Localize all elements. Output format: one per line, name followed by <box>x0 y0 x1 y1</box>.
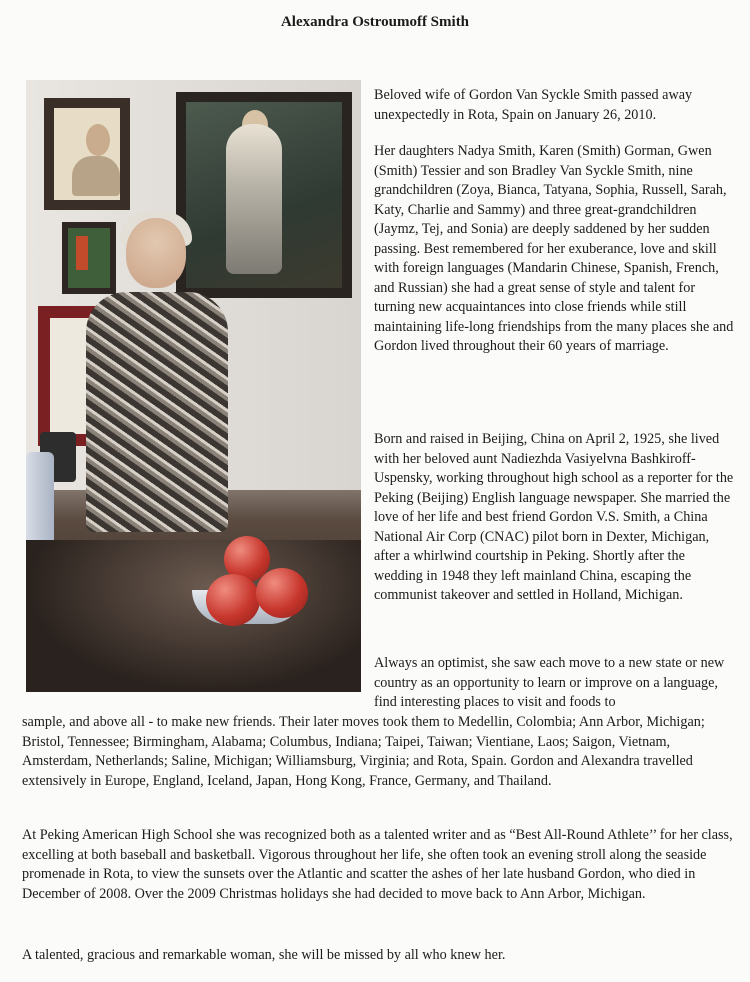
paragraph-4-continued: sample, and above all - to make new friends. Their later moves took them to Medellin, Colombia; Ann Arbor, Michigan; Bristol, Tennessee; Birmingham, Alabama; Columbus, Indiana; Taipei, Taiwan; Vientiane, Laos; Saigon, Vietnam, Amsterdam, Netherlands; Saline, Michigan; Williamsburg, Virginia; and Rota, Spain. Gordon and Alexandra travelled extensively in Europe, England, Iceland, Japan, Hong Kong, France, Germany, and Thailand. <box>22 714 705 789</box>
paragraph-2: Her daughters Nadya Smith, Karen (Smith) Gorman, Gwen (Smith) Tessier and son Bradley Van Syckle Smith, nine grandchildren (Zoya, Bianca, Tatyana, Sophia, Russell, Sarah, Katy, Charlie and Sammy) and three great-grandchildren (Jaymz, Tej, and Sonia) are deeply saddened by her sudden passing. Best remembered for her exuberance, love and skill with foreign languages (Mandarin Chinese, Spanish, French, and Russian) she had a great sense of style and talent for turning new acquaintances into close friends while still maintaining life-long friendships from the many places she and Gordon lived throughout their 60 years of marriage. <box>374 143 734 354</box>
woman-figure <box>82 218 232 538</box>
paragraph-4-start: Always an optimist, she saw each move to a new state or new country as an opportunity to learn or improve on a language, find interesting places to visit and foods to <box>374 655 725 710</box>
framed-sketch <box>44 98 130 210</box>
pomegranate <box>206 574 260 626</box>
closing-line: A talented, gracious and remarkable woman, she will be missed by all who knew her. <box>22 947 506 963</box>
obituary-title: Alexandra Ostroumoff Smith <box>280 14 470 30</box>
paragraph-3: Born and raised in Beijing, China on April 2, 1925, she lived with her beloved aunt Nadiezhda Vasiyelvna Bashkiroff-Uspensky, working throughout high school as a reporter for the Peking (Beijing) English language newspaper. She married the love of her life and best friend Gordon V.S. Smith, a China National Air Corp (CNAC) pilot born in Dexter, Michigan, after a whirlwind courtship in Peking. Shortly after the wedding in 1948 they left mainland China, escaping the communist takeover and settled in Holland, Michigan. <box>374 431 734 603</box>
glass-table <box>26 540 361 692</box>
paragraph-1: Beloved wife of Gordon Van Syckle Smith passed away unexpectedly in Rota, Spain on January 26, 2010. <box>374 87 693 123</box>
paragraph-5: At Peking American High School she was recognized both as a talented writer and as “Best All-Round Athlete’’ for her class, excelling at both baseball and basketball. Vigorous throughout her life, she often took an evening stroll along the seaside promenade in Rota, to view the sunsets over the Atlantic and scatter the ashes of her late husband Gordon, who died in December of 2008. Over the 2009 Christmas holidays she had decided to move back to Ann Arbor, Michigan. <box>22 827 733 902</box>
portrait-photo <box>26 80 361 692</box>
pomegranate <box>256 568 308 618</box>
